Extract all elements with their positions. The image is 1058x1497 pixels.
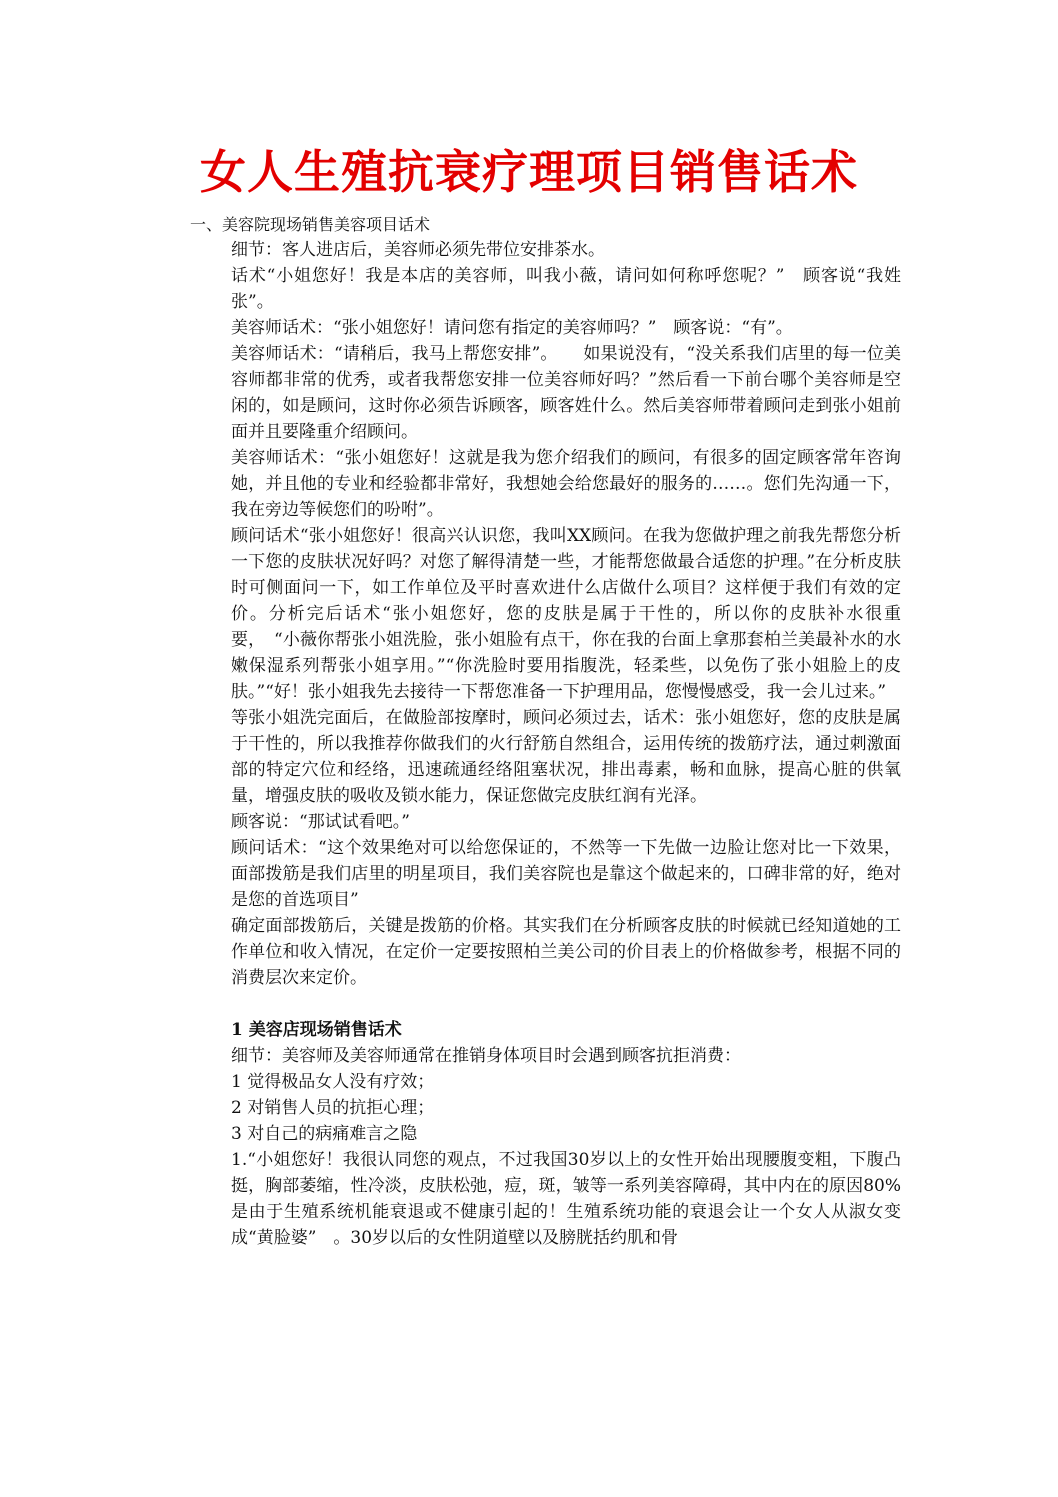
paragraph: 细节：客人进店后，美容师必须先带位安排茶水。 — [231, 240, 605, 260]
document-body — [231, 237, 901, 1251]
document-title: 女人生殖抗衰疗理项目销售话术 — [200, 145, 858, 199]
paragraph: 顾客说：“那试试看吧。” — [231, 812, 410, 832]
list-item: 2 对销售人员的抗拒心理； — [231, 1098, 435, 1118]
paragraph: 美容师话术：“张小姐您好！这就是我为您介绍我们的顾问，有很多的固定顾客常年咨询她，并且他的专业和经验都非常好，我想她会给您最好的服务的……。您们先沟通一下，我在旁边等候您们的吩咐”。 — [231, 448, 901, 520]
paragraph: 美容师话术：“请稍后，我马上帮您安排”。 如果说没有，“没关系我们店里的每一位美容师都非常的优秀，或者我帮您安排一位美容师好吗？”然后看一下前台哪个美容师是空闲的，如是顾问，这时你必须告诉顾客，顾客姓什么。然后美容师带着顾问走到张小姐前面并且要隆重介绍顾问。 — [231, 344, 901, 442]
list-item: 3 对自己的病痛难言之隐 — [231, 1124, 418, 1144]
paragraph: 美容师话术：“张小姐您好！请问您有指定的美容师吗？” 顾客说：“有”。 — [231, 318, 793, 338]
paragraph: 顾问话术：“这个效果绝对可以给您保证的，不然等一下先做一边脸让您对比一下效果，面部拨筋是我们店里的明星项目，我们美容院也是靠这个做起来的，口碑非常的好，绝对是您的首选项目” — [231, 838, 901, 910]
paragraph: 细节：美容师及美容师通常在推销身体项目时会遇到顾客抗拒消费： — [231, 1046, 741, 1066]
section-heading: 一、美容院现场销售美容项目话术 — [190, 215, 431, 234]
subsection-heading: 1 美容店现场销售话术 — [231, 1020, 402, 1040]
paragraph: 确定面部拨筋后，关键是拨筋的价格。其实我们在分析顾客皮肤的时候就已经知道她的工作单位和收入情况，在定价一定要按照柏兰美公司的价目表上的价格做参考，根据不同的消费层次来定价。 — [231, 916, 901, 988]
list-item: 1 觉得极品女人没有疗效； — [231, 1072, 435, 1092]
paragraph: 话术“小姐您好！我是本店的美容师，叫我小薇，请问如何称呼您呢？” 顾客说“我姓张”。 — [231, 266, 901, 312]
paragraph: 1.“小姐您好！我很认同您的观点，不过我国30岁以上的女性开始出现腰腹变粗，下腹凸挺，胸部萎缩，性冷淡，皮肤松弛，痘，斑，皱等一系列美容障碍，其中内在的原因80%是由于生殖系统机能衰退或不健康引起的！生殖系统功能的衰退会让一个女人从淑女变成“黄脸婆” 。30岁以后的女性阴道壁以及膀胱括约肌和骨 — [231, 1150, 901, 1248]
paragraph: 等张小姐洗完面后，在做脸部按摩时，顾问必须过去，话术：张小姐您好，您的皮肤是属于干性的，所以我推荐你做我们的火行舒筋自然组合，运用传统的拨筋疗法，通过刺激面部的特定穴位和经络，迅速疏通经络阻塞状况，排出毒素，畅和血脉，提高心脏的供氧量，增强皮肤的吸收及锁水能力，保证您做完皮肤红润有光泽。 — [231, 708, 901, 806]
paragraph: 顾问话术“张小姐您好！很高兴认识您，我叫XX顾问。在我为您做护理之前我先帮您分析一下您的皮肤状况好吗？对您了解得清楚一些，才能帮您做最合适您的护理。”在分析皮肤时可侧面问一下，如工作单位及平时喜欢进什么店做什么项目？这样便于我们有效的定价。分析完后话术“张小姐您好，您的皮肤是属于干性的，所以你的皮肤补水很重要， “小薇你帮张小姐洗脸，张小姐脸有点干，你在我的台面上拿那套柏兰美最补水的水嫩保湿系列帮张小姐享用。”“你洗脸时要用指腹洗，轻柔些，以免伤了张小姐脸上的皮肤。”“好！张小姐我先去接待一下帮您准备一下护理用品，您慢慢感受，我一会儿过来。” — [231, 526, 901, 702]
